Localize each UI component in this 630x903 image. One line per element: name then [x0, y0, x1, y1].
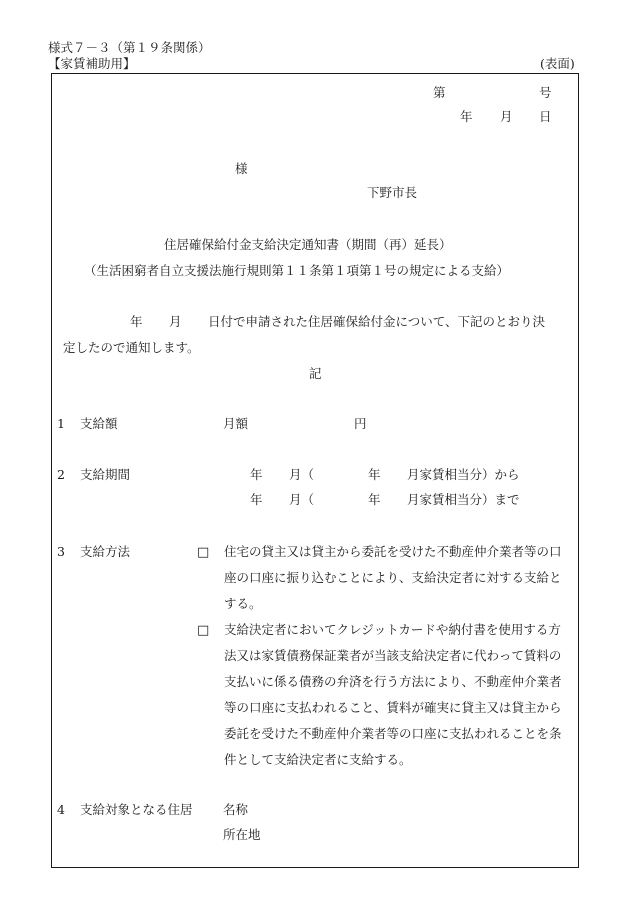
item-4-number: 4: [57, 802, 65, 817]
period-to-year2: 年: [368, 492, 381, 507]
yen-label: 円: [354, 416, 367, 431]
period-from-year2: 年: [368, 467, 381, 482]
residence-name-label: 名称: [223, 802, 249, 817]
date-year: 年: [460, 109, 473, 124]
date-day: 日: [539, 109, 552, 124]
form-category: 【家賃補助用】: [48, 56, 136, 71]
document-title: 住居確保給付金支給決定通知書（期間（再）延長）: [164, 237, 452, 252]
method-option1-line3: する。: [224, 596, 262, 611]
date-month: 月: [500, 109, 513, 124]
body-year: 年: [130, 314, 143, 329]
body-month: 月: [169, 314, 182, 329]
item-1-number: 1: [57, 416, 65, 431]
method-option1-checkbox[interactable]: □: [197, 545, 210, 560]
method-option1-line1: 住宅の貸主又は貸主から委託を受けた不動産仲介業者等の口: [224, 544, 562, 559]
ki-label: 記: [309, 366, 322, 381]
addressee-honorific: 様: [235, 161, 248, 176]
monthly-label: 月額: [223, 416, 249, 431]
sender-name: 下野市長: [367, 185, 418, 200]
body-text-line2: 定したので通知します。: [63, 340, 200, 355]
form-number: 様式７－３（第１９条関係）: [48, 40, 211, 55]
period-to-year: 年: [250, 492, 263, 507]
item-3-label: 支給方法: [80, 544, 131, 559]
method-option2-line4: 等の口座に支払われること、賃料が確実に貸主又は貸主から: [224, 700, 562, 715]
side-label: (表面): [540, 56, 575, 71]
document-subtitle: （生活困窮者自立支援法施行規則第１１条第１項第１号の規定による支給）: [84, 263, 510, 278]
method-option2-line6: 件として支給決定者に支給する。: [224, 752, 412, 767]
residence-address-label: 所在地: [223, 827, 261, 842]
item-4-label: 支給対象となる住居: [80, 802, 193, 817]
document-number-prefix: 第: [433, 85, 446, 100]
item-1-label: 支給額: [80, 416, 118, 431]
method-option2-line2: 法又は家賃債務保証業者が当該支給決定者に代わって賃料の: [224, 648, 562, 663]
method-option2-line3: 支払いに係る債務の弁済を行う方法により、不動産仲介業者: [224, 674, 562, 689]
method-option2-checkbox[interactable]: □: [197, 623, 210, 638]
method-option1-line2: 座の口座に振り込むことにより、支給決定者に対する支給と: [224, 570, 562, 585]
item-3-number: 3: [57, 544, 65, 559]
period-from-month: 月（: [289, 467, 315, 482]
period-to-month: 月（: [289, 492, 315, 507]
body-text: 日付で申請された住居確保給付金について、下記のとおり決: [208, 314, 546, 329]
item-2-label: 支給期間: [80, 467, 131, 482]
item-2-number: 2: [57, 467, 65, 482]
method-option2-line1: 支給決定者においてクレジットカードや納付書を使用する方: [224, 622, 561, 637]
document-number-suffix: 号: [539, 85, 552, 100]
period-from-year: 年: [250, 467, 263, 482]
method-option2-line5: 委託を受けた不動産仲介業者等の口座に支払われることを条: [224, 726, 562, 741]
period-from-suffix: 月家賃相当分）から: [407, 467, 520, 482]
period-to-suffix: 月家賃相当分）まで: [407, 492, 520, 507]
